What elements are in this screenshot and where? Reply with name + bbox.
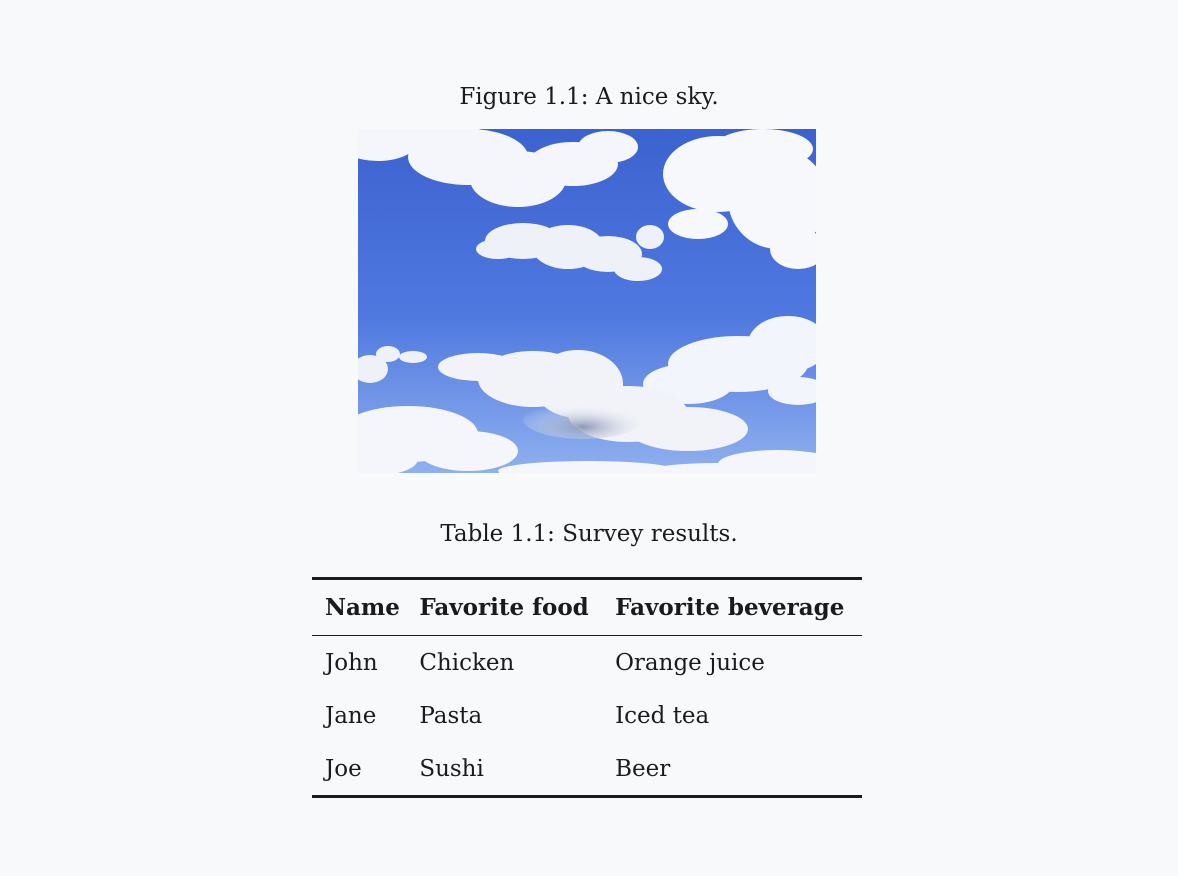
- cell-favorite-beverage: Beer: [615, 755, 671, 782]
- column-header-name: Name: [325, 594, 400, 621]
- cell-name: Joe: [325, 755, 362, 782]
- table-header-row: [312, 579, 862, 636]
- column-header-favorite-beverage: Favorite beverage: [615, 594, 845, 621]
- cell-favorite-food: Chicken: [419, 649, 515, 676]
- column-header-favorite-food: Favorite food: [419, 594, 589, 621]
- table-row: [312, 742, 862, 797]
- table-row: [312, 689, 862, 742]
- cell-favorite-beverage: Orange juice: [615, 649, 765, 676]
- cell-favorite-food: Sushi: [419, 755, 484, 782]
- cell-name: John: [325, 649, 378, 676]
- survey-results-table: [312, 577, 862, 798]
- cell-favorite-food: Pasta: [419, 702, 483, 729]
- cell-favorite-beverage: Iced tea: [615, 702, 710, 729]
- cell-name: Jane: [325, 702, 377, 729]
- sky-photo: [358, 129, 816, 473]
- table-row: [312, 636, 862, 690]
- table-caption: Table 1.1: Survey results.: [440, 521, 738, 547]
- figure-caption: Figure 1.1: A nice sky.: [459, 84, 719, 110]
